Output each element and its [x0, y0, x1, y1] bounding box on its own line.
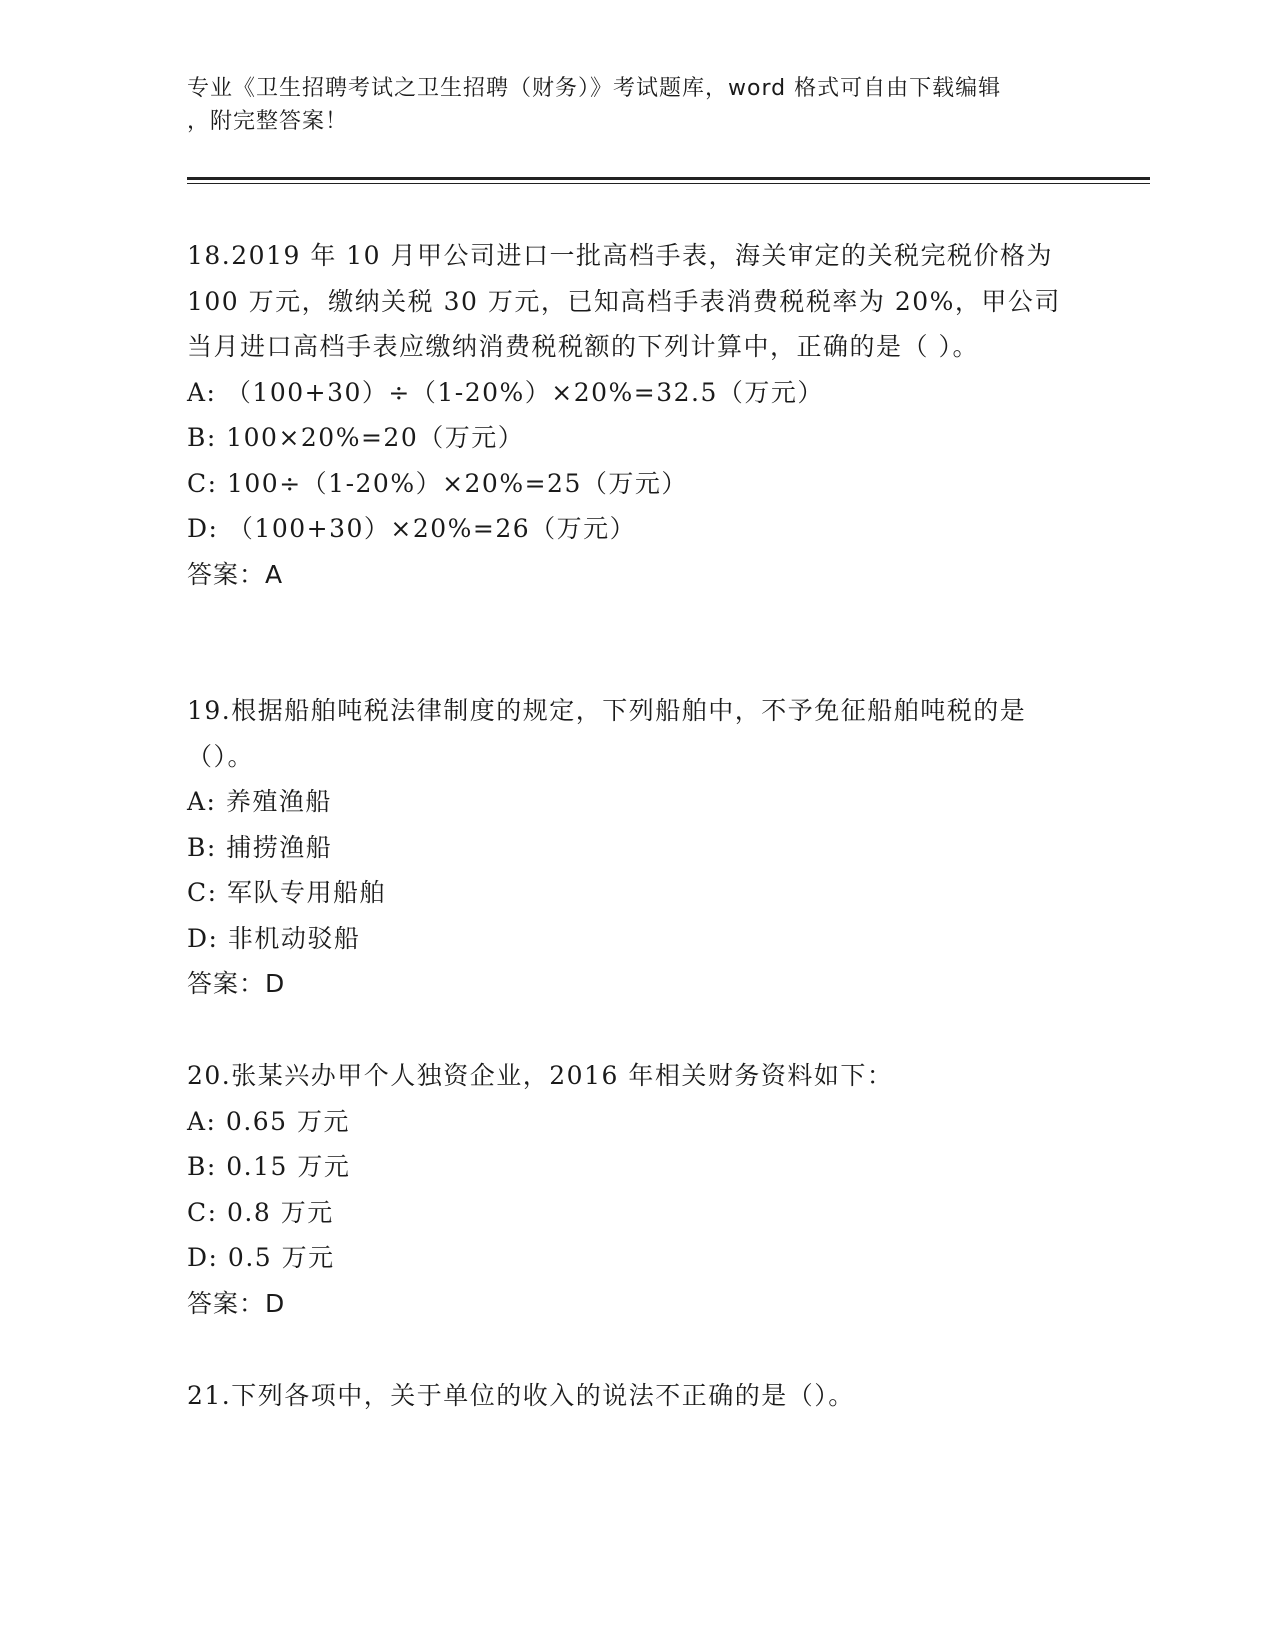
option-d: D: 0.5 万元 — [187, 1243, 335, 1272]
answer-line: 答案：D — [187, 969, 286, 998]
answer-line: 答案：A — [187, 559, 284, 589]
answer-line: 答案：D — [187, 1288, 286, 1318]
question-18 — [187, 233, 1087, 597]
question-stem: 20.张某兴办甲个人独资企业，2016 年相关财务资料如下： — [187, 1061, 894, 1090]
option-b: B: 100×20%=20（万元） — [187, 423, 525, 452]
option-b: B: 捕捞渔船 — [187, 832, 333, 862]
option-a: A: 养殖渔船 — [187, 787, 332, 816]
option-a: A: 0.65 万元 — [187, 1106, 351, 1136]
question-stem: 18.2019 年 10 月甲公司进口一批高档手表，海关审定的关税完税价格为 100 万元，缴纳关税 30 万元，已知高档手表消费税税率为 20%，甲公司当月进口高档手表应缴纳消费税税额的下列计算中，正确的是（ ）。 — [187, 241, 1061, 361]
header-divider-thin — [187, 183, 1150, 184]
option-c: C: 0.8 万元 — [187, 1197, 334, 1227]
option-c: C: 100÷（1-20%）×20%=25（万元） — [187, 468, 688, 498]
option-b: B: 0.15 万元 — [187, 1152, 351, 1181]
option-d: D: 非机动驳船 — [187, 923, 361, 953]
question-21 — [187, 1373, 1087, 1419]
question-stem: 19.根据船舶吨税法律制度的规定，下列船舶中，不予免征船舶吨税的是（）。 — [187, 696, 1027, 771]
header-divider-thick — [187, 177, 1150, 180]
option-d: D: （100+30）×20%=26（万元） — [187, 514, 637, 543]
question-20 — [187, 1053, 1087, 1326]
question-stem: 21.下列各项中，关于单位的收入的说法不正确的是（）。 — [187, 1381, 855, 1410]
option-c: C: 军队专用船舶 — [187, 878, 386, 907]
header-line-1: 专业《卫生招聘考试之卫生招聘（财务）》考试题库，word 格式可自由下载编辑 — [187, 76, 1002, 101]
header-line-2: ，附完整答案！ — [187, 109, 349, 134]
document-header — [187, 72, 1067, 138]
option-a: A: （100+30）÷（1-20%）×20%=32.5（万元） — [187, 377, 824, 407]
question-19 — [187, 688, 1087, 1007]
